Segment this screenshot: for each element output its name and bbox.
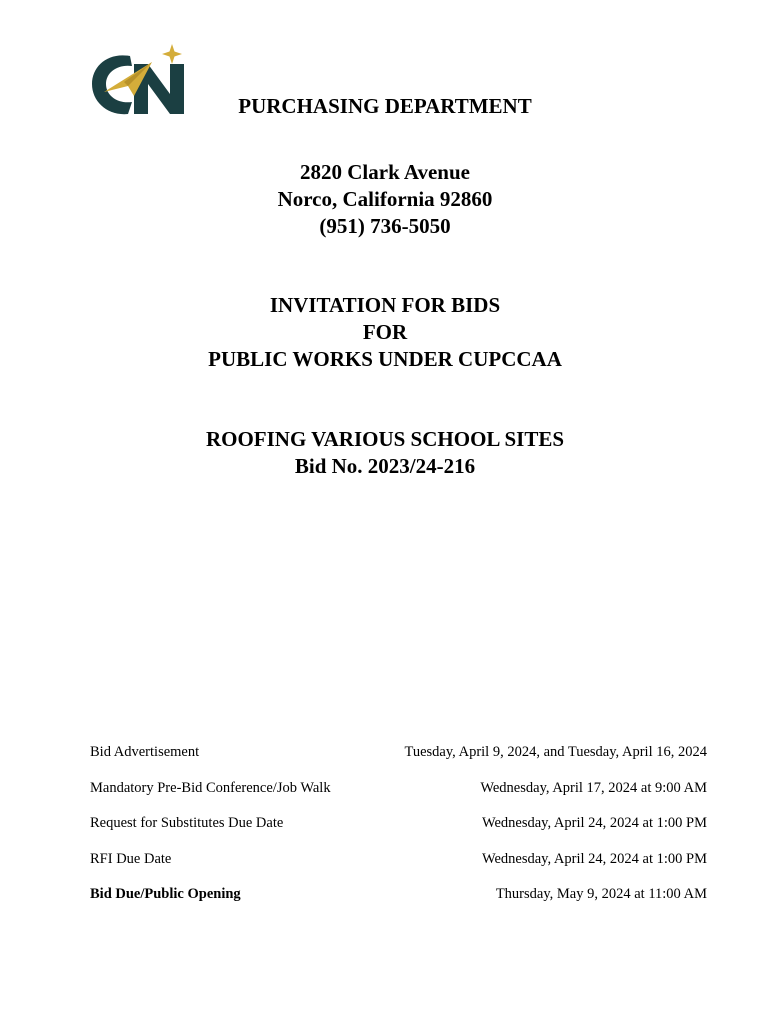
invitation-line-1: INVITATION FOR BIDS [269,293,501,317]
schedule-row [90,780,707,816]
schedule-value: Wednesday, April 17, 2024 at 9:00 AM [480,779,707,796]
schedule-label: Mandatory Pre-Bid Conference/Job Walk [90,779,331,796]
schedule-row [90,886,707,922]
schedule-row [90,744,707,780]
schedule-label: RFI Due Date [90,850,172,867]
department-title [0,93,770,119]
bid-schedule [90,744,707,922]
schedule-row [90,851,707,887]
address-city: Norco, California 92860 [277,187,493,211]
schedule-value: Thursday, May 9, 2024 at 11:00 AM [495,886,707,902]
invitation-block [0,292,770,373]
schedule-value: Wednesday, April 24, 2024 at 1:00 PM [481,815,707,831]
schedule-label: Bid Due/Public Opening [90,886,241,902]
department-name: PURCHASING DEPARTMENT [238,94,532,118]
project-block [0,426,770,480]
schedule-label: Bid Advertisement [90,744,200,760]
schedule-label: Request for Substitutes Due Date [90,815,284,831]
schedule-row [90,815,707,851]
schedule-value: Wednesday, April 24, 2024 at 1:00 PM [481,850,707,867]
invitation-line-2: FOR [362,320,408,344]
project-title: ROOFING VARIOUS SCHOOL SITES [205,427,565,451]
schedule-value: Tuesday, April 9, 2024, and Tuesday, April 16, 2024 [404,744,707,760]
address-block [0,159,770,240]
address-phone: (951) 736-5050 [319,214,451,238]
address-street: 2820 Clark Avenue [300,160,470,184]
bid-number: Bid No. 2023/24-216 [294,454,476,478]
invitation-line-3: PUBLIC WORKS UNDER CUPCCAA [208,347,562,371]
